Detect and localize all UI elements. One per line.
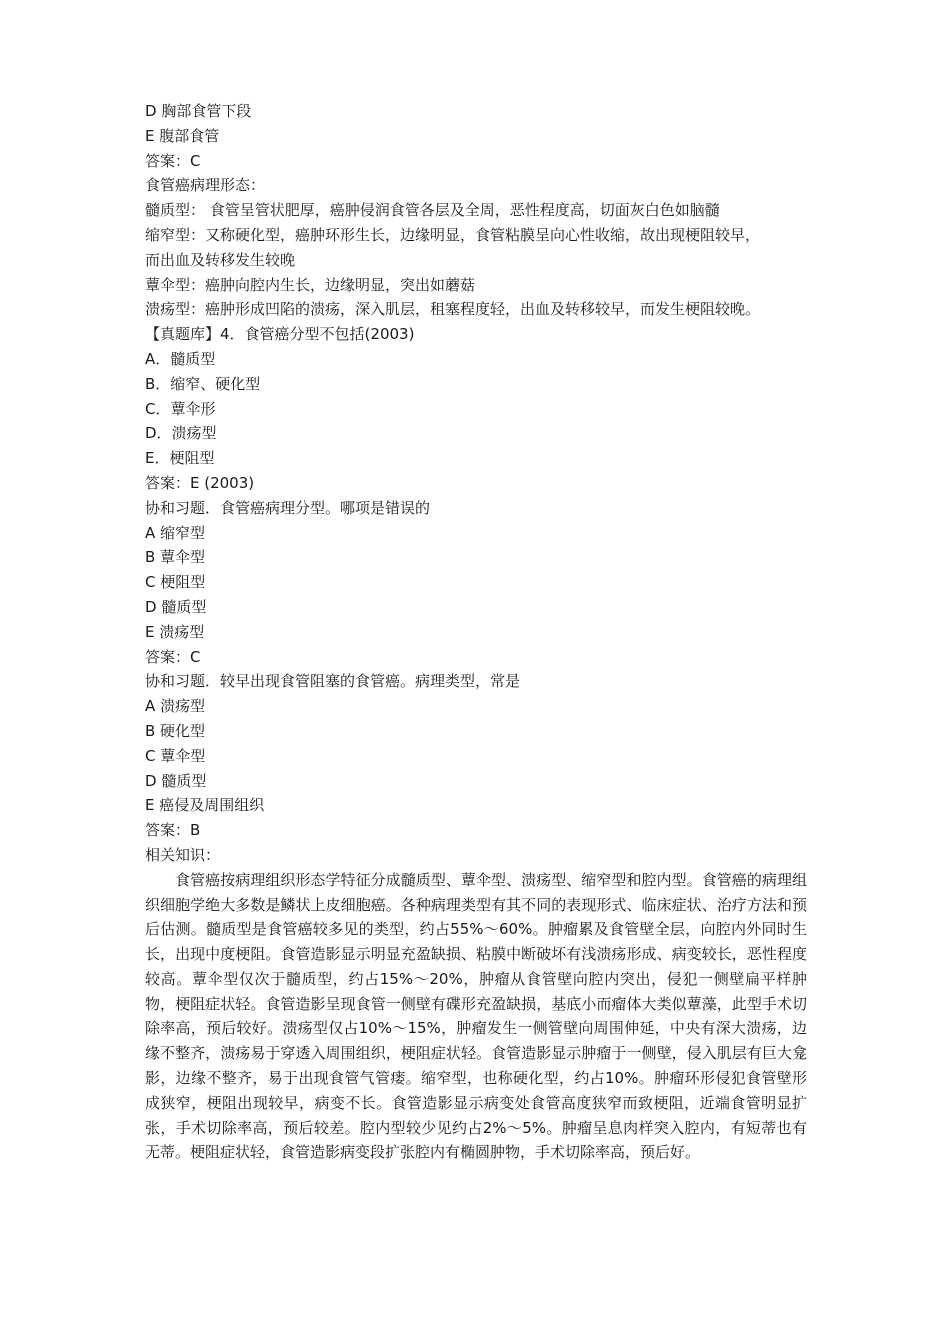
answer-line: 答案：B: [145, 821, 201, 840]
option-line: D 髓质型: [145, 771, 207, 790]
option-line: C 梗阻型: [145, 573, 206, 592]
question-line: 协和习题．较早出现食管阻塞的食管癌。病理类型，常是: [145, 672, 521, 691]
answer-line: 答案：E (2003): [145, 473, 255, 492]
option-line: B 蕈伞型: [145, 548, 206, 567]
knowledge-paragraph: 食管癌按病理组织形态学特征分成髓质型、蕈伞型、溃疡型、缩窄型和腔内型。食管癌的病理组织细胞学绝大多数是鳞状上皮细胞癌。各种病理类型有其不同的表现形式、临床症状、治疗方法和预后估测。髓质型是食管癌较多见的类型，约占55%～60%。肿瘤累及食管壁全层，向腔内外同时生长，出现中度梗阻。食管造影显示明显充盈缺损、粘膜中断破坏有浅溃疡形成、病变较长，恶性程度较高。蕈伞型仅次于髓质型，约占15%～20%，肿瘤从食管壁向腔内突出，侵犯一侧壁扁平样肿物，梗阻症状轻。食管造影呈现食管一侧壁有碟形充盈缺损，基底小而瘤体大类似蕈藻，此型手术切除率高，预后较好。溃疡型仅占10%～15%，肿瘤发生一侧管壁向周围伸延，中央有深大溃疡，边缘不整齐，溃疡易于穿透入周围组织，梗阻症状轻。食管造影显示肿瘤于一侧壁，侵入肌层有巨大龛影，边缘不整齐，易于出现食管气管瘘。缩窄型，也称硬化型，约占10%。肿瘤环形侵犯食管壁形成狭窄，梗阻出现较早，病变不长。食管造影显示病变处食管高度狭窄而致梗阻，近端食管明显扩张，手术切除率高，预后较差。腔内型较少见约占2%～5%。肿瘤呈息肉样突入腔内，有短蒂也有无蒂。梗阻症状轻，食管造影病变段扩张腔内有椭圆肿物，手术切除率高，预后好。: [145, 870, 807, 1162]
option-line: E．梗阻型: [145, 449, 215, 468]
section-heading: 相关知识：: [145, 845, 221, 864]
option-line: E 溃疡型: [145, 622, 205, 641]
option-line: A．髓质型: [145, 349, 216, 368]
option-line: A 溃疡型: [145, 697, 206, 716]
text-line: 蕈伞型：癌肿向腔内生长，边缘明显，突出如蘑菇: [145, 275, 476, 294]
text-line: 缩窄型：又称硬化型，癌肿环形生长，边缘明显，食管粘膜呈向心性收缩，故出现梗阻较早，: [145, 225, 761, 244]
option-line: C 蕈伞型: [145, 746, 206, 765]
question-line: 【真题库】4．食管癌分型不包括(2003): [145, 325, 415, 344]
text-line: E 腹部食管: [145, 126, 220, 145]
text-line: 髓质型： 食管呈管状肥厚，癌肿侵润食管各层及全周，恶性程度高，切面灰白色如脑髓: [145, 201, 720, 220]
section-heading: 食管癌病理形态：: [145, 176, 266, 195]
option-line: E 癌侵及周围组织: [145, 796, 265, 815]
answer-line: 答案：C: [145, 151, 201, 170]
option-line: A 缩窄型: [145, 523, 206, 542]
option-line: D．溃疡型: [145, 424, 217, 443]
text-line: D 胸部食管下段: [145, 102, 252, 120]
option-line: B．缩窄、硬化型: [145, 374, 261, 393]
text-line: 而出血及转移发生较晚: [145, 250, 296, 269]
option-line: C．蕈伞形: [145, 399, 216, 418]
option-line: D 髓质型: [145, 597, 207, 616]
option-line: B 硬化型: [145, 721, 206, 740]
text-line: 溃疡型：癌肿形成凹陷的溃疡，深入肌层，租塞程度轻，出血及转移较早，而发生梗阻较晚。: [145, 300, 761, 319]
question-line: 协和习题．食管癌病理分型。哪项是错误的: [145, 498, 431, 517]
answer-line: 答案：C: [145, 647, 201, 666]
